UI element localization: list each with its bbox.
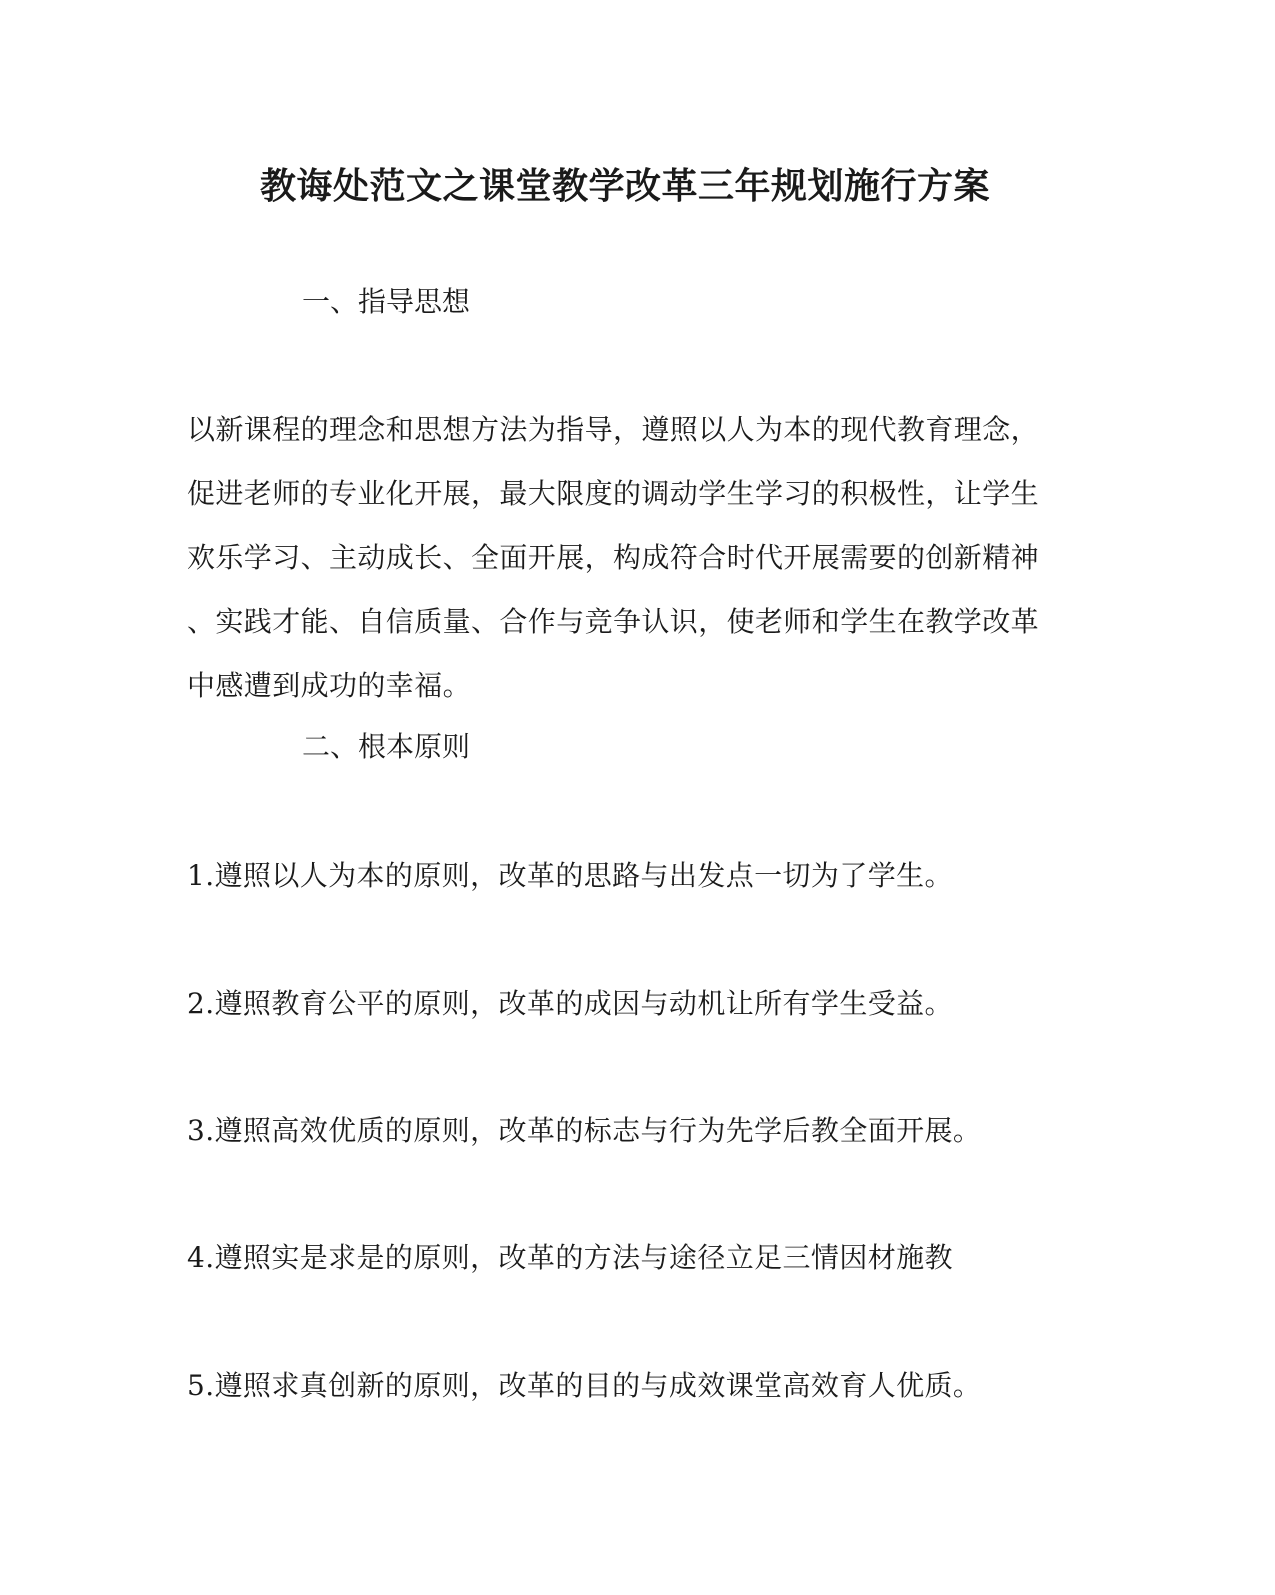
document-title: 教诲处范文之课堂教学改革三年规划施行方案 xyxy=(259,165,990,207)
principle-item-2: 2.遵照教育公平的原则，改革的成因与动机让所有学生受益。 xyxy=(187,987,953,1020)
principle-item-3: 3.遵照高效优质的原则，改革的标志与行为先学后教全面开展。 xyxy=(187,1114,982,1147)
paragraph-line: 、实践才能、自信质量、合作与竞争认识，使老师和学生在教学改革 xyxy=(187,605,1040,638)
paragraph-line: 促进老师的专业化开展，最大限度的调动学生学习的积极性，让学生 xyxy=(187,477,1040,510)
section-heading-guiding-thought: 一、指导思想 xyxy=(302,285,471,318)
principle-item-5: 5.遵照求真创新的原则，改革的目的与成效课堂高效育人优质。 xyxy=(187,1369,982,1402)
paragraph-line: 以新课程的理念和思想方法为指导，遵照以人为本的现代教育理念， xyxy=(187,413,1040,446)
paragraph-line: 欢乐学习、主动成长、全面开展，构成符合时代开展需要的创新精神 xyxy=(187,541,1040,574)
paragraph-line: 中感遭到成功的幸福。 xyxy=(187,669,472,702)
principle-item-1: 1.遵照以人为本的原则，改革的思路与出发点一切为了学生。 xyxy=(187,859,953,892)
guiding-thought-paragraph xyxy=(187,398,1057,718)
principle-item-4: 4.遵照实是求是的原则，改革的方法与途径立足三情因材施教 xyxy=(187,1241,953,1274)
section-heading-basic-principles: 二、根本原则 xyxy=(302,730,471,763)
